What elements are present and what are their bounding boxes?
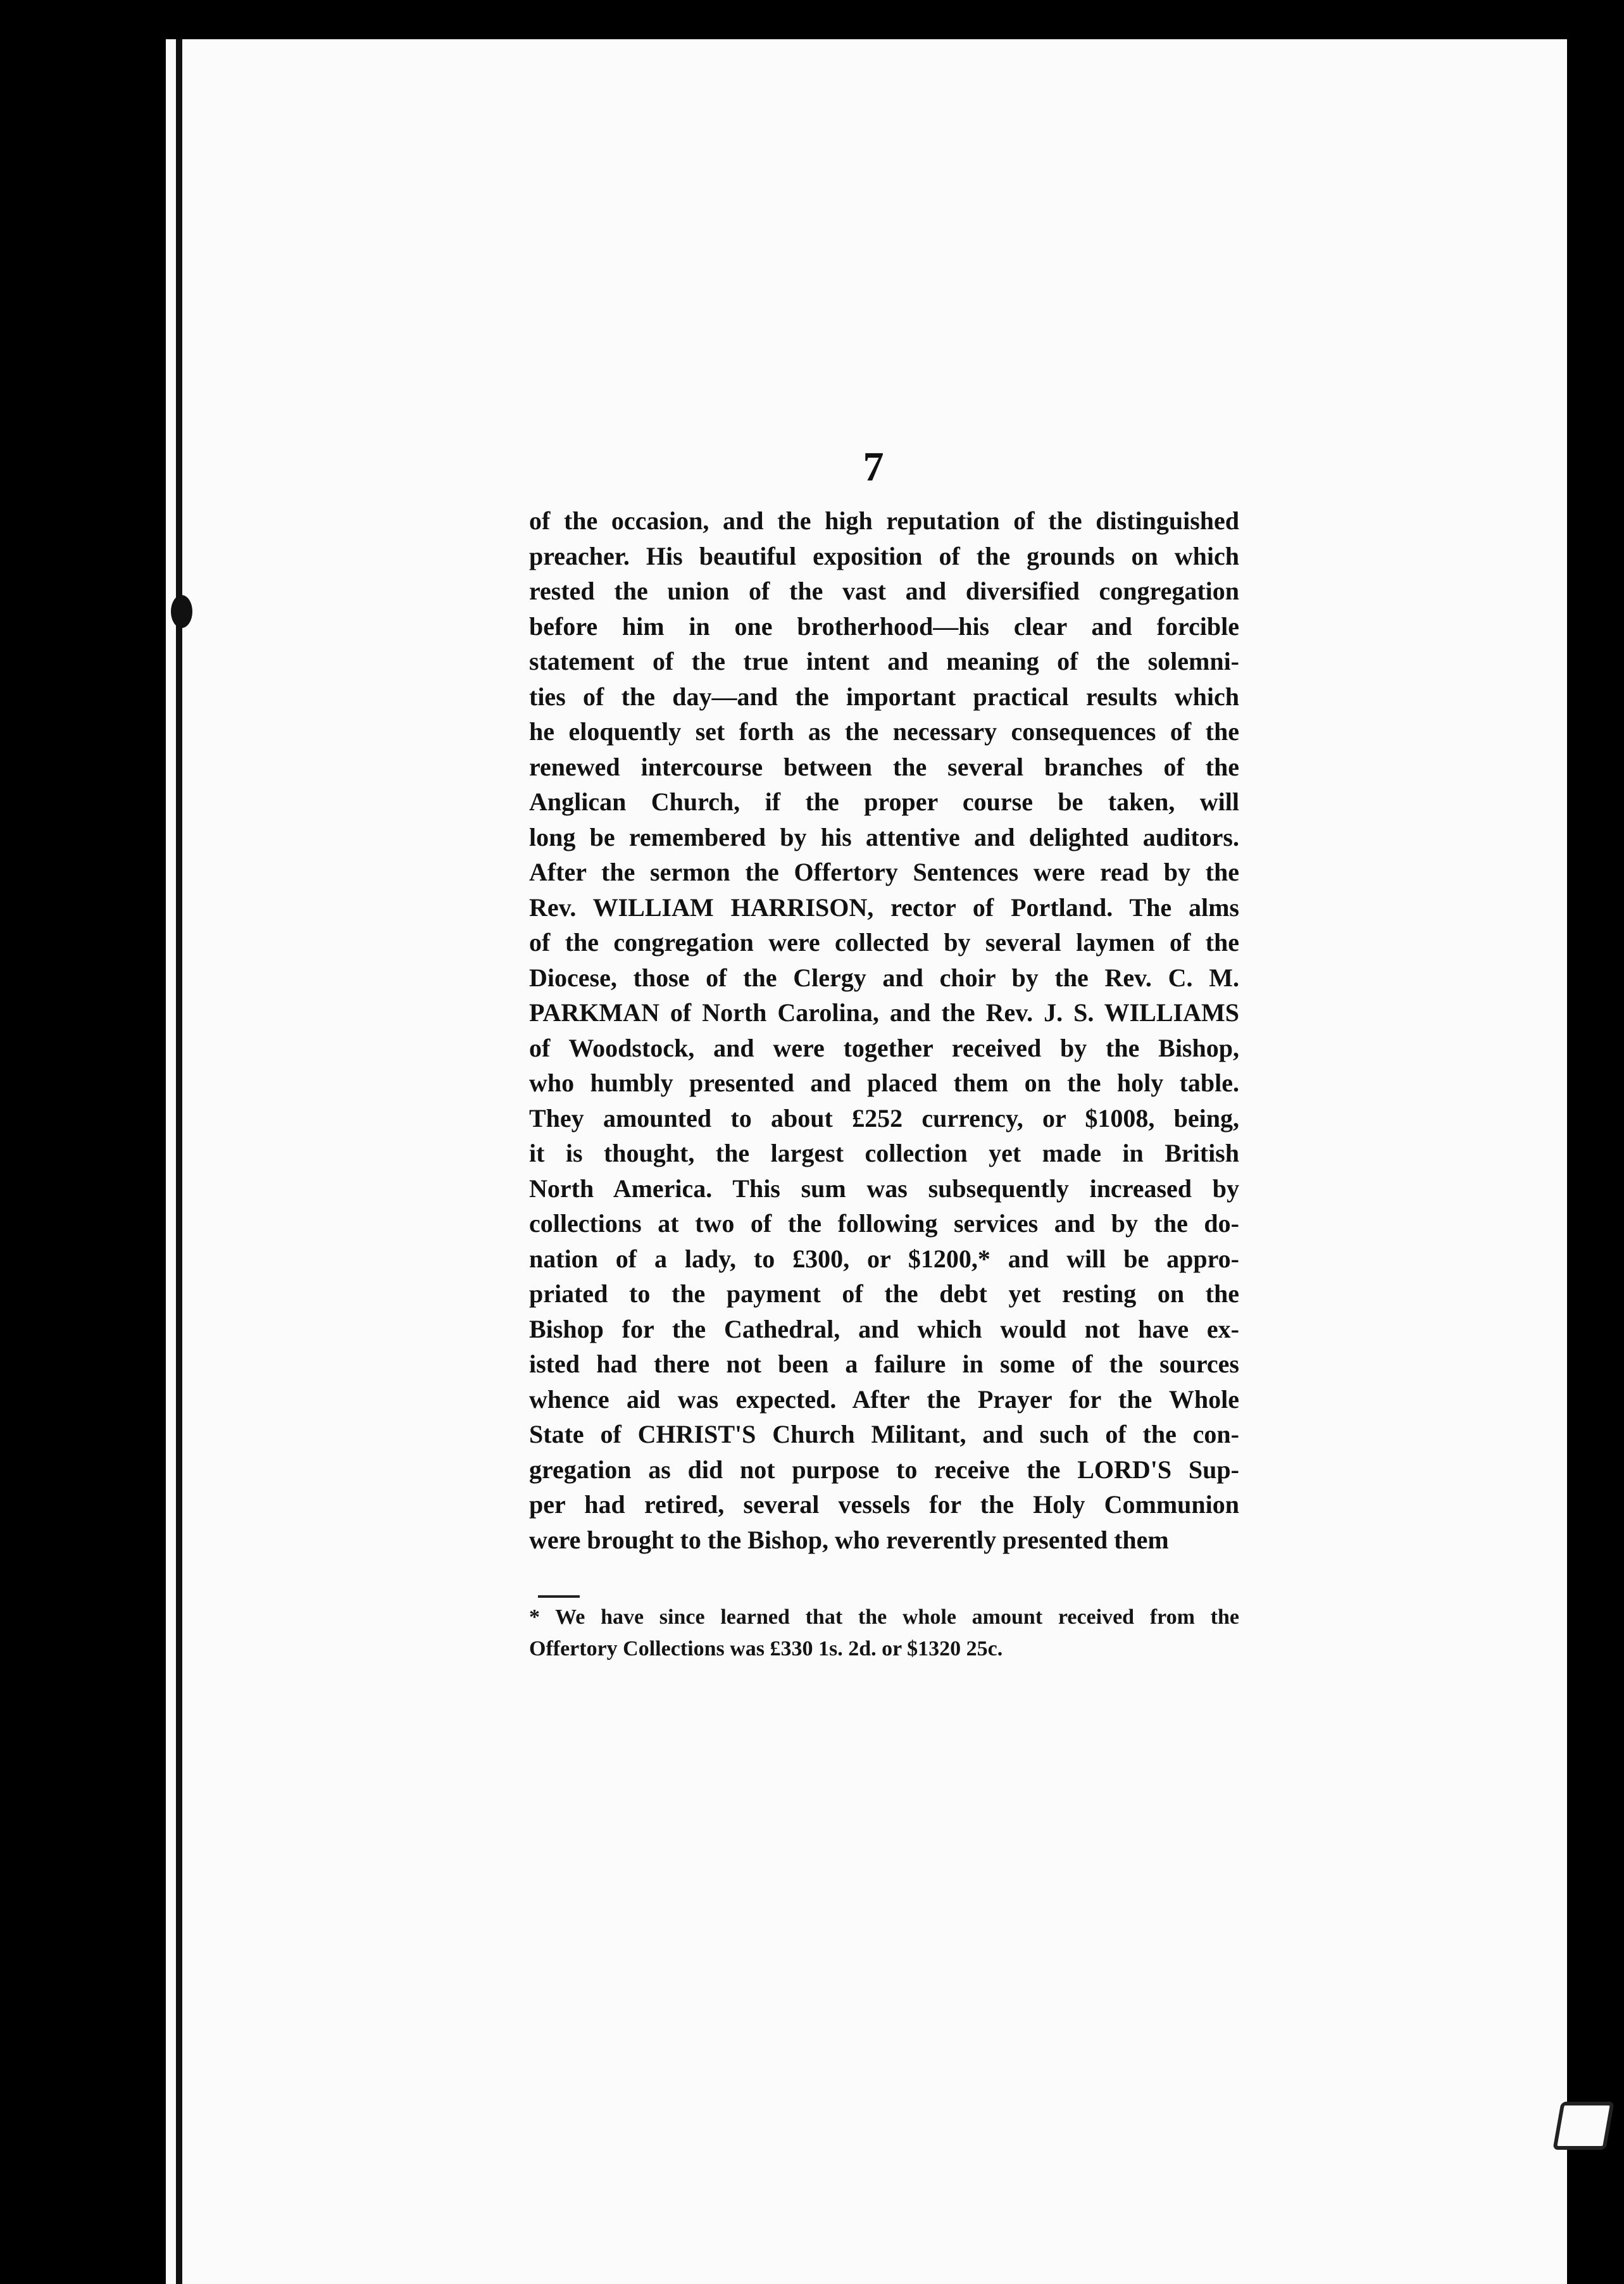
footnote xyxy=(529,1602,1239,1665)
body-line: Diocese, those of the Clergy and choir by the Rev. C. M. xyxy=(529,963,1239,992)
body-line: collections at two of the following services and by the do- xyxy=(529,1209,1239,1238)
body-line: isted had there not been a failure in some of the sources xyxy=(529,1350,1239,1378)
body-line: before him in one brotherhood—his clear and forcible xyxy=(529,612,1239,641)
body-line: of the congregation were collected by several laymen of the xyxy=(529,928,1239,957)
body-line: Rev. WILLIAM HARRISON, rector of Portland. The alms xyxy=(529,893,1239,922)
body-line: it is thought, the largest collection yet made in British xyxy=(529,1139,1239,1167)
body-line: rested the union of the vast and diversified congregation xyxy=(529,577,1239,605)
body-line: statement of the true intent and meaning of the solemni- xyxy=(529,647,1239,675)
body-line: State of CHRIST'S Church Militant, and such of the con- xyxy=(529,1420,1239,1448)
footnote-divider xyxy=(538,1595,580,1598)
punch-hole-icon xyxy=(171,595,192,628)
body-line: PARKMAN of North Carolina, and the Rev. J. S. WILLIAMS xyxy=(529,998,1239,1027)
body-line: Anglican Church, if the proper course be taken, will xyxy=(529,787,1239,816)
body-line: nation of a lady, to £300, or $1200,* and will be appro- xyxy=(529,1244,1239,1273)
body-line: preacher. His beautiful exposition of the grounds on which xyxy=(529,541,1239,570)
body-text xyxy=(529,503,1239,1557)
body-line: gregation as did not purpose to receive the LORD'S Sup- xyxy=(529,1455,1239,1484)
body-line: who humbly presented and placed them on the holy table. xyxy=(529,1069,1239,1097)
body-line: of the occasion, and the high reputation of the distinguished xyxy=(529,506,1239,535)
body-line: whence aid was expected. After the Prayer for the Whole xyxy=(529,1384,1239,1414)
footnote-line: * We have since learned that the whole amount received from the xyxy=(529,1605,1239,1629)
footnote-line: Offertory Collections was £330 1s. 2d. or $1320 25c. xyxy=(529,1637,1003,1660)
body-line: North America. This sum was subsequently increased by xyxy=(529,1174,1239,1203)
body-line: renewed intercourse between the several branches of the xyxy=(529,752,1239,781)
page-margin xyxy=(166,39,176,2284)
body-line: long be remembered by his attentive and delighted auditors. xyxy=(529,822,1239,851)
body-line: They amounted to about £252 currency, or $1008, being, xyxy=(529,1103,1239,1133)
body-line: he eloquently set forth as the necessary consequences of the xyxy=(529,717,1239,746)
binding-edge xyxy=(176,39,182,2284)
scan-corner-icon xyxy=(1552,2102,1614,2150)
body-line: per had retired, several vessels for the Holy Communion xyxy=(529,1490,1239,1519)
page-number: 7 xyxy=(863,444,884,490)
body-line: of Woodstock, and were together received by the Bishop, xyxy=(529,1033,1239,1062)
body-line: were brought to the Bishop, who reverently presented them xyxy=(529,1525,1169,1554)
body-line: priated to the payment of the debt yet resting on the xyxy=(529,1279,1239,1308)
body-line: ties of the day—and the important practical results which xyxy=(529,682,1239,711)
body-line: Bishop for the Cathedral, and which would not have ex- xyxy=(529,1314,1239,1343)
body-line: After the sermon the Offertory Sentences were read by the xyxy=(529,858,1239,886)
